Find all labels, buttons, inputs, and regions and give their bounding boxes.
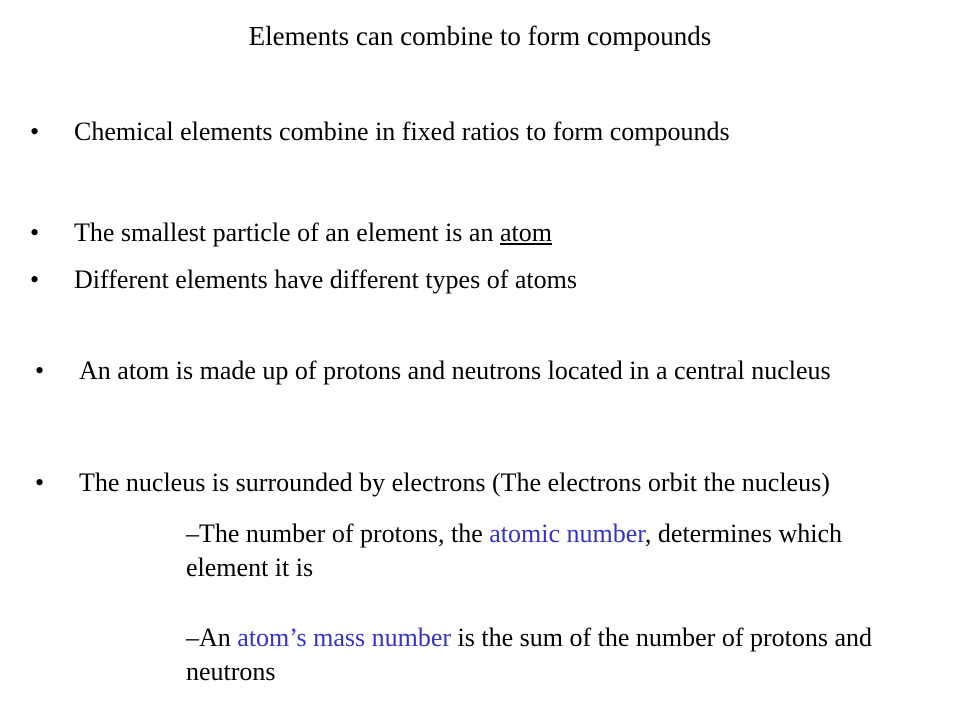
bullet-dot: •	[30, 117, 40, 146]
sub-bullet-atomic-number	[186, 517, 926, 585]
bullet-item	[30, 216, 552, 250]
bullet-text: The smallest particle of an element is an	[74, 218, 500, 247]
bullet-item	[30, 263, 577, 297]
bullet-dot: •	[30, 218, 40, 247]
bullet-text: Different elements have different types of atoms	[74, 265, 577, 294]
bullet-text: The nucleus is surrounded by electrons (The electrons orbit the nucleus)	[79, 468, 830, 497]
bullet-dot: •	[35, 468, 45, 497]
sub-bullet-text: –The number of protons, the	[186, 519, 490, 548]
sub-bullet-text: is the sum of the number of protons and neutrons	[186, 623, 873, 686]
atom-term: atom	[499, 218, 552, 247]
bullet-text: An atom is made up of protons and neutrons located in a central nucleus	[79, 356, 831, 385]
sub-bullet-text: –An	[186, 623, 238, 652]
bullet-item	[35, 466, 919, 500]
slide-title: Elements can combine to form compounds	[248, 21, 712, 51]
sub-bullet-text: , determines which element it is	[186, 519, 843, 582]
bullet-dot: •	[30, 265, 40, 294]
bullet-text: Chemical elements combine in fixed ratios to form compounds	[74, 117, 730, 146]
highlight-term: atomic number	[489, 519, 645, 548]
highlight-term: atom’s mass number	[237, 623, 452, 652]
bullet-item	[30, 115, 730, 149]
bullet-item	[35, 354, 919, 388]
bullet-dot: •	[35, 356, 45, 385]
sub-bullet-mass-number	[186, 621, 926, 689]
